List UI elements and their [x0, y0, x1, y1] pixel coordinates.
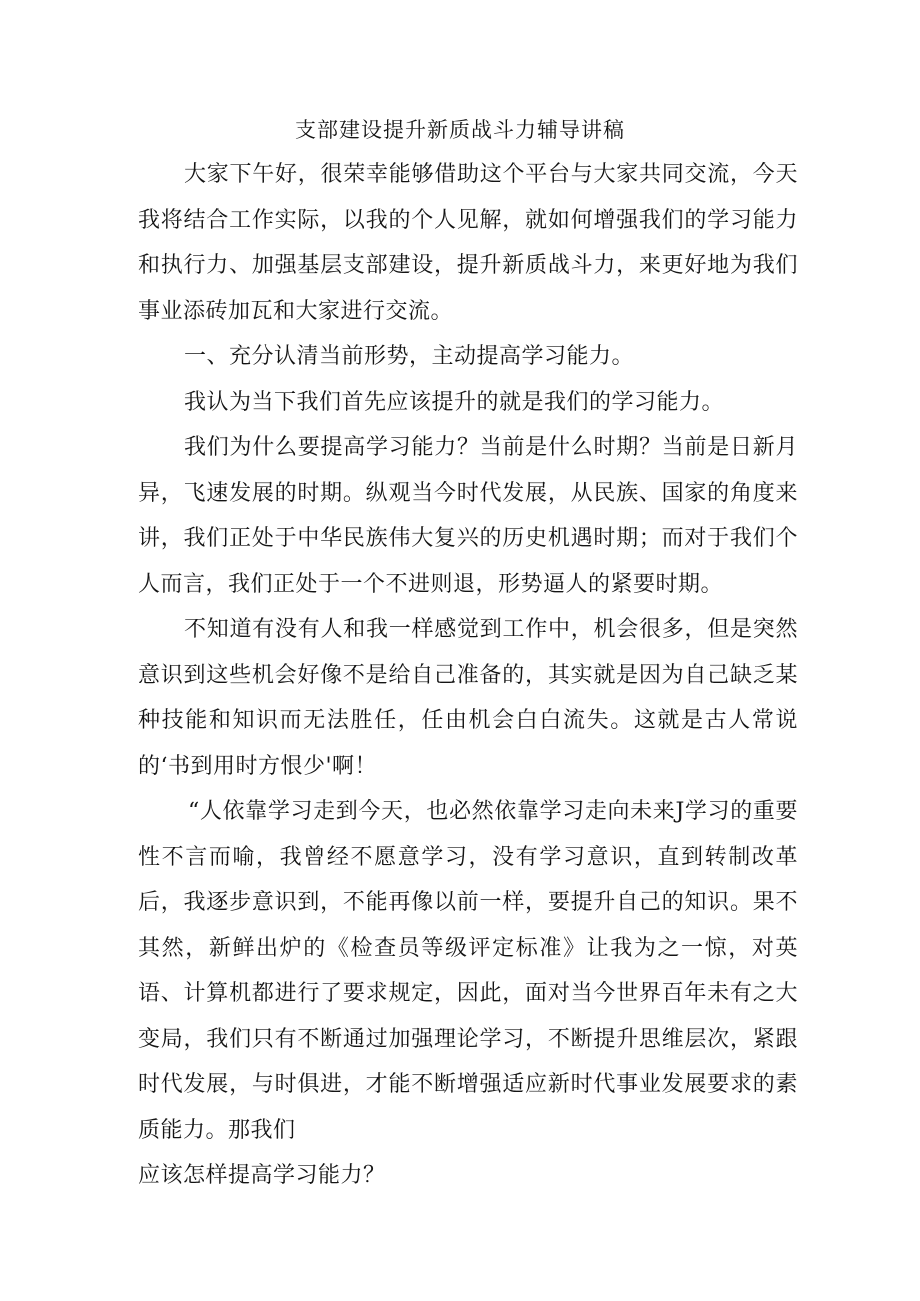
document-body [138, 152, 798, 1199]
section-heading-1: 一、充分认清当前形势，主动提高学习能力。 [184, 344, 635, 369]
paragraph-quote: “人依靠学习走到今天，也必然依靠学习走向未来J学习的重要性不言而喻，我曾经不愿意学习，没有学习意识，直到转制改革后，我逐步意识到，不能再像以前一样，要提升自己的知识。果不其然，新鲜出炉的《检查员等级评定标准》让我为之一惊，对英语、计算机都进行了要求规定，因此，面对当今世界百年未有之大变局，我们只有不断通过加强理论学习，不断提升思维层次，紧跟时代发展，与时俱进，才能不断增强适应新时代事业发展要求的素质能力。那我们 [138, 799, 798, 1143]
paragraph-why-learn: 我们为什么要提高学习能力？当前是什么时期？当前是日新月异，飞速发展的时期。纵观当今时代发展，从民族、国家的角度来讲，我们正处于中华民族伟大复兴的历史机遇时期；而对于我们个人而言，我们正处于一个不进则退，形势逼人的紧要时期。 [138, 435, 798, 597]
paragraph-question: 应该怎样提高学习能力？ [138, 1163, 386, 1188]
paragraph-opportunities: 不知道有没有人和我一样感觉到工作中，机会很多，但是突然意识到这些机会好像不是给自己准备的，其实就是因为自己缺乏某种技能和知识而无法胜任，任由机会白白流失。这就是古人常说的‘书到用时方恨少'啊！ [138, 617, 798, 779]
paragraph-learning-ability: 我认为当下我们首先应该提升的就是我们的学习能力。 [184, 389, 725, 415]
document-title: 支部建设提升新质战斗力辅导讲稿 [295, 118, 625, 142]
paragraph-greeting: 大家下午好，很荣幸能够借助这个平台与大家共同交流，今天我将结合工作实际，以我的个人见解，就如何增强我们的学习能力和执行力、加强基层支部建设，提升新质战斗力，来更好地为我们事业添砖加瓦和大家进行交流。 [138, 162, 798, 324]
